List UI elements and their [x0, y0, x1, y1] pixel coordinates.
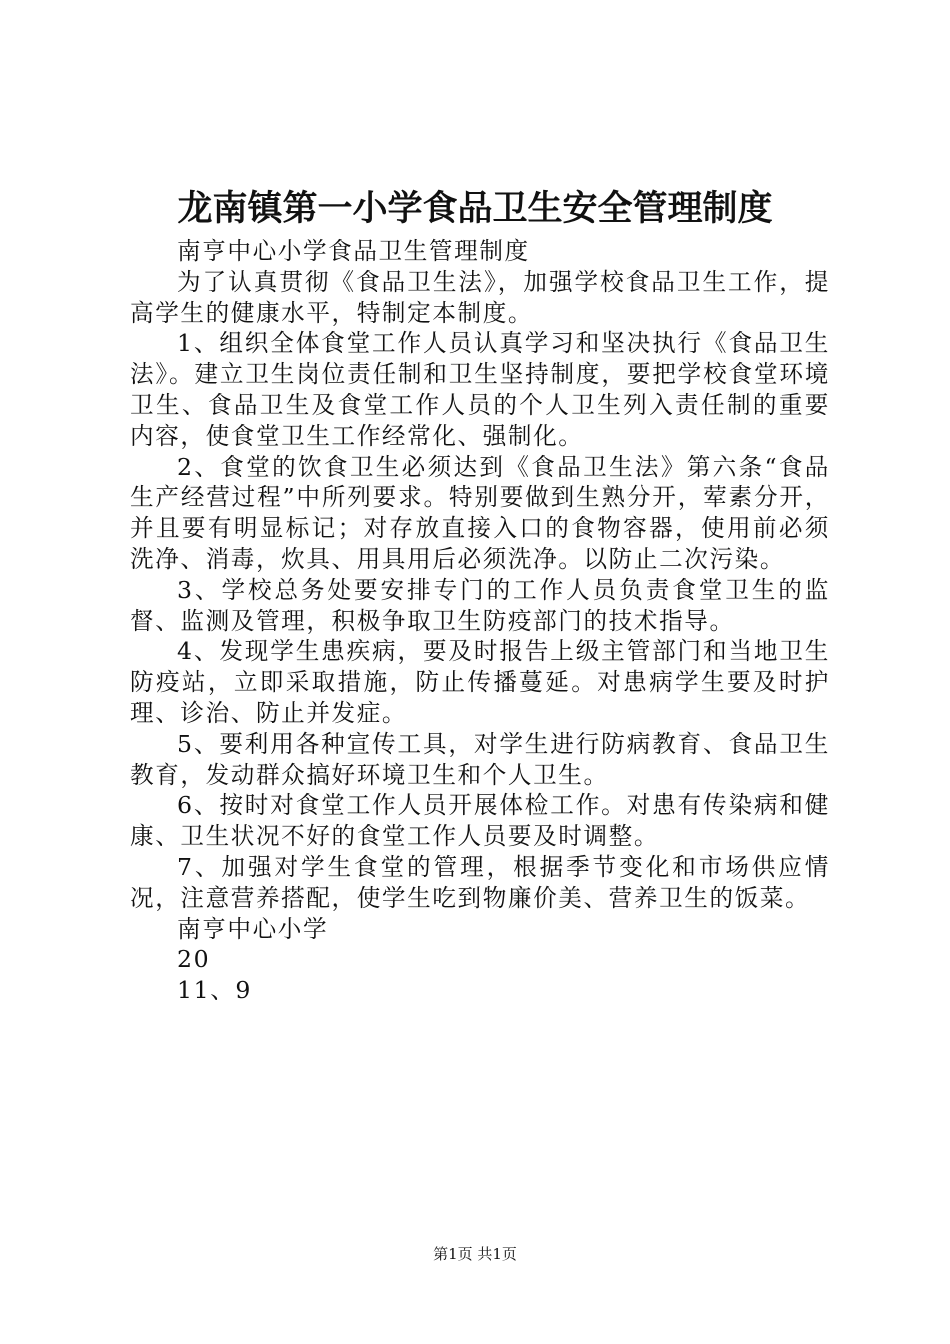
document-body [130, 236, 830, 1006]
page-title: 龙南镇第一小学食品卫生安全管理制度 [177, 188, 773, 229]
paragraph-item-2: 2、食堂的饮食卫生必须达到《食品卫生法》第六条“食品生产经营过程”中所列要求。特别要做到生熟分开，荤素分开，并且要有明显标记；对存放直接入口的食物容器，使用前必须洗净、消毒，炊具、用具用后必须洗净。以防止二次污染。 [130, 452, 830, 573]
paragraph-item-4: 4、发现学生患疾病，要及时报告上级主管部门和当地卫生防疫站，立即采取措施，防止传播蔓延。对患病学生要及时护理、诊治、防止并发症。 [130, 637, 830, 727]
paragraph-item-6: 6、按时对食堂工作人员开展体检工作。对患有传染病和健康、卫生状况不好的食堂工作人员要及时调整。 [130, 791, 830, 851]
paragraph-item-5: 5、要利用各种宣传工具，对学生进行防病教育、食品卫生教育，发动群众搞好环境卫生和个人卫生。 [130, 729, 830, 789]
page-indicator: 第1页 共1页 [433, 1245, 517, 1263]
paragraph-item-1: 1、组织全体食堂工作人员认真学习和坚决执行《食品卫生法》。建立卫生岗位责任制和卫生坚持制度，要把学校食堂环境卫生、食品卫生及食堂工作人员的个人卫生列入责任制的重要内容，使食堂卫生工作经常化、强制化。 [130, 329, 830, 450]
document-subtitle: 南亨中心小学食品卫生管理制度 [177, 237, 530, 265]
signature: 南亨中心小学 [177, 914, 329, 943]
date-line-2: 11、9 [177, 976, 253, 1005]
paragraph-item-3: 3、学校总务处要安排专门的工作人员负责食堂卫生的监督、监测及管理，积极争取卫生防疫部门的技术指导。 [130, 575, 830, 635]
date-line-1: 20 [177, 945, 211, 974]
paragraph-item-7: 7、加强对学生食堂的管理，根据季节变化和市场供应情况，注意营养搭配，使学生吃到物廉价美、营养卫生的饭菜。 [130, 852, 830, 912]
paragraph-intro: 为了认真贯彻《食品卫生法》，加强学校食品卫生工作，提高学生的健康水平，特制定本制度。 [130, 267, 830, 327]
